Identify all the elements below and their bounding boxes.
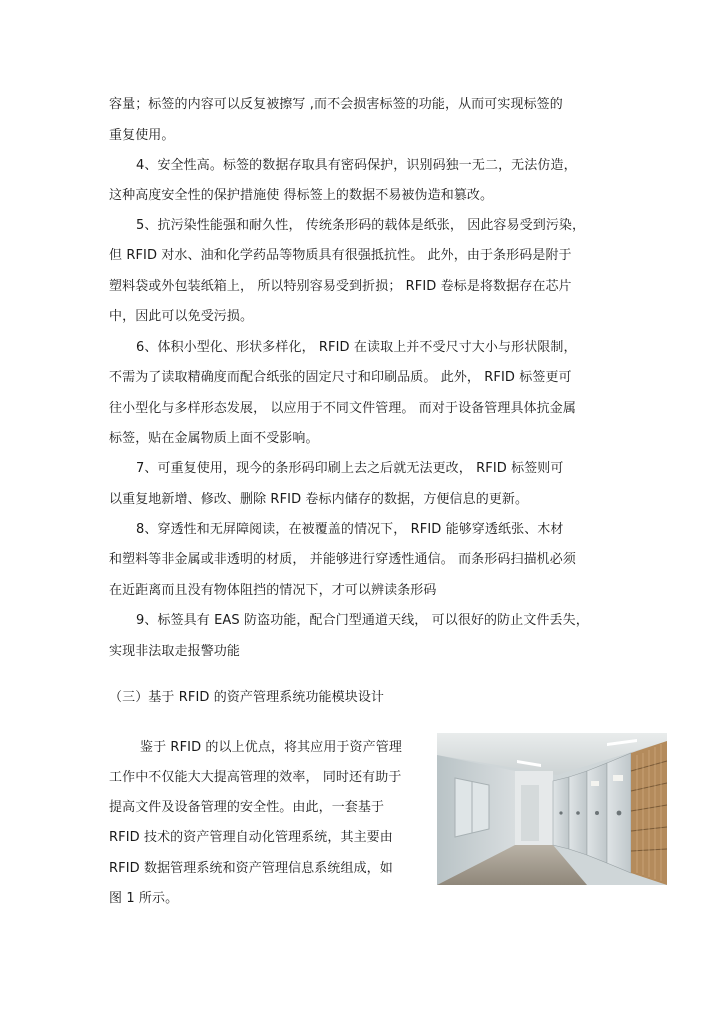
body-line: 6、体积小型化、形状多样化， RFID 在读取上并不受尺寸大小与形状限制，: [136, 340, 577, 355]
side-paragraph-line: 鉴于 RFID 的以上优点，将其应用于资产管理: [140, 740, 402, 755]
body-line: 实现非法取走报警功能: [109, 644, 241, 659]
side-paragraph-line: 工作中不仅能大大提高管理的效率， 同时还有助于: [109, 770, 402, 785]
body-line: 往小型化与多样形态发展， 以应用于不同文件管理。 而对于设备管理具体抗金属: [109, 401, 576, 416]
body-line: 塑料袋或外包装纸箱上， 所以特别容易受到折损； RFID 卷标是将数据存在芯片: [109, 279, 572, 294]
side-paragraph-line: 提高文件及设备管理的安全性。由此，一套基于: [109, 800, 385, 815]
body-line: 和塑料等非金属或非透明的材质， 并能够进行穿透性通信。 而条形码扫描机必须: [109, 552, 576, 567]
body-line: 7、可重复使用，现今的条形码印刷上去之后就无法更改， RFID 标签则可: [136, 461, 564, 476]
body-line: 4、安全性高。标签的数据存取具有密码保护，识别码独一无二，无法仿造，: [136, 158, 577, 173]
body-line: 容量；标签的内容可以反复被擦写 ,而不会损害标签的功能，从而可实现标签的: [109, 97, 563, 112]
side-paragraph-line: 图 1 所示。: [109, 891, 179, 906]
archive-room-illustration: [437, 733, 667, 885]
body-line: 9、标签具有 EAS 防盗功能，配合门型通道天线， 可以很好的防止文件丢失，: [136, 613, 589, 628]
body-line: 不需为了读取精确度而配合纸张的固定尺寸和印刷品质。 此外， RFID 标签更可: [109, 370, 572, 385]
body-line: 这种高度安全性的保护措施使 得标签上的数据不易被伪造和篡改。: [109, 188, 494, 203]
body-line: 中，因此可以免受污损。: [109, 309, 254, 324]
archive-room-photo: [437, 733, 667, 885]
side-paragraph-line: RFID 数据管理系统和资产管理信息系统组成，如: [109, 861, 393, 876]
body-line: 在近距离而且没有物体阻挡的情况下，才可以辨读条形码: [109, 583, 437, 598]
body-line: 8、穿透性和无屏障阅读，在被覆盖的情况下， RFID 能够穿透纸张、木材: [136, 522, 564, 537]
body-line: 标签，贴在金属物质上面不受影响。: [109, 431, 319, 446]
body-line: 但 RFID 对水、油和化学药品等物质具有很强抵抗性。 此外，由于条形码是附于: [109, 248, 572, 263]
body-line: 5、抗污染性能强和耐久性， 传统条形码的载体是纸张， 因此容易受到污染，: [136, 218, 586, 233]
body-line: 以重复地新增、修改、删除 RFID 卷标内储存的数据，方便信息的更新。: [109, 492, 529, 507]
section-heading: （三）基于 RFID 的资产管理系统功能模块设计: [109, 690, 385, 705]
side-paragraph-line: RFID 技术的资产管理自动化管理系统，其主要由: [109, 830, 393, 845]
body-line: 重复使用。: [109, 128, 175, 143]
